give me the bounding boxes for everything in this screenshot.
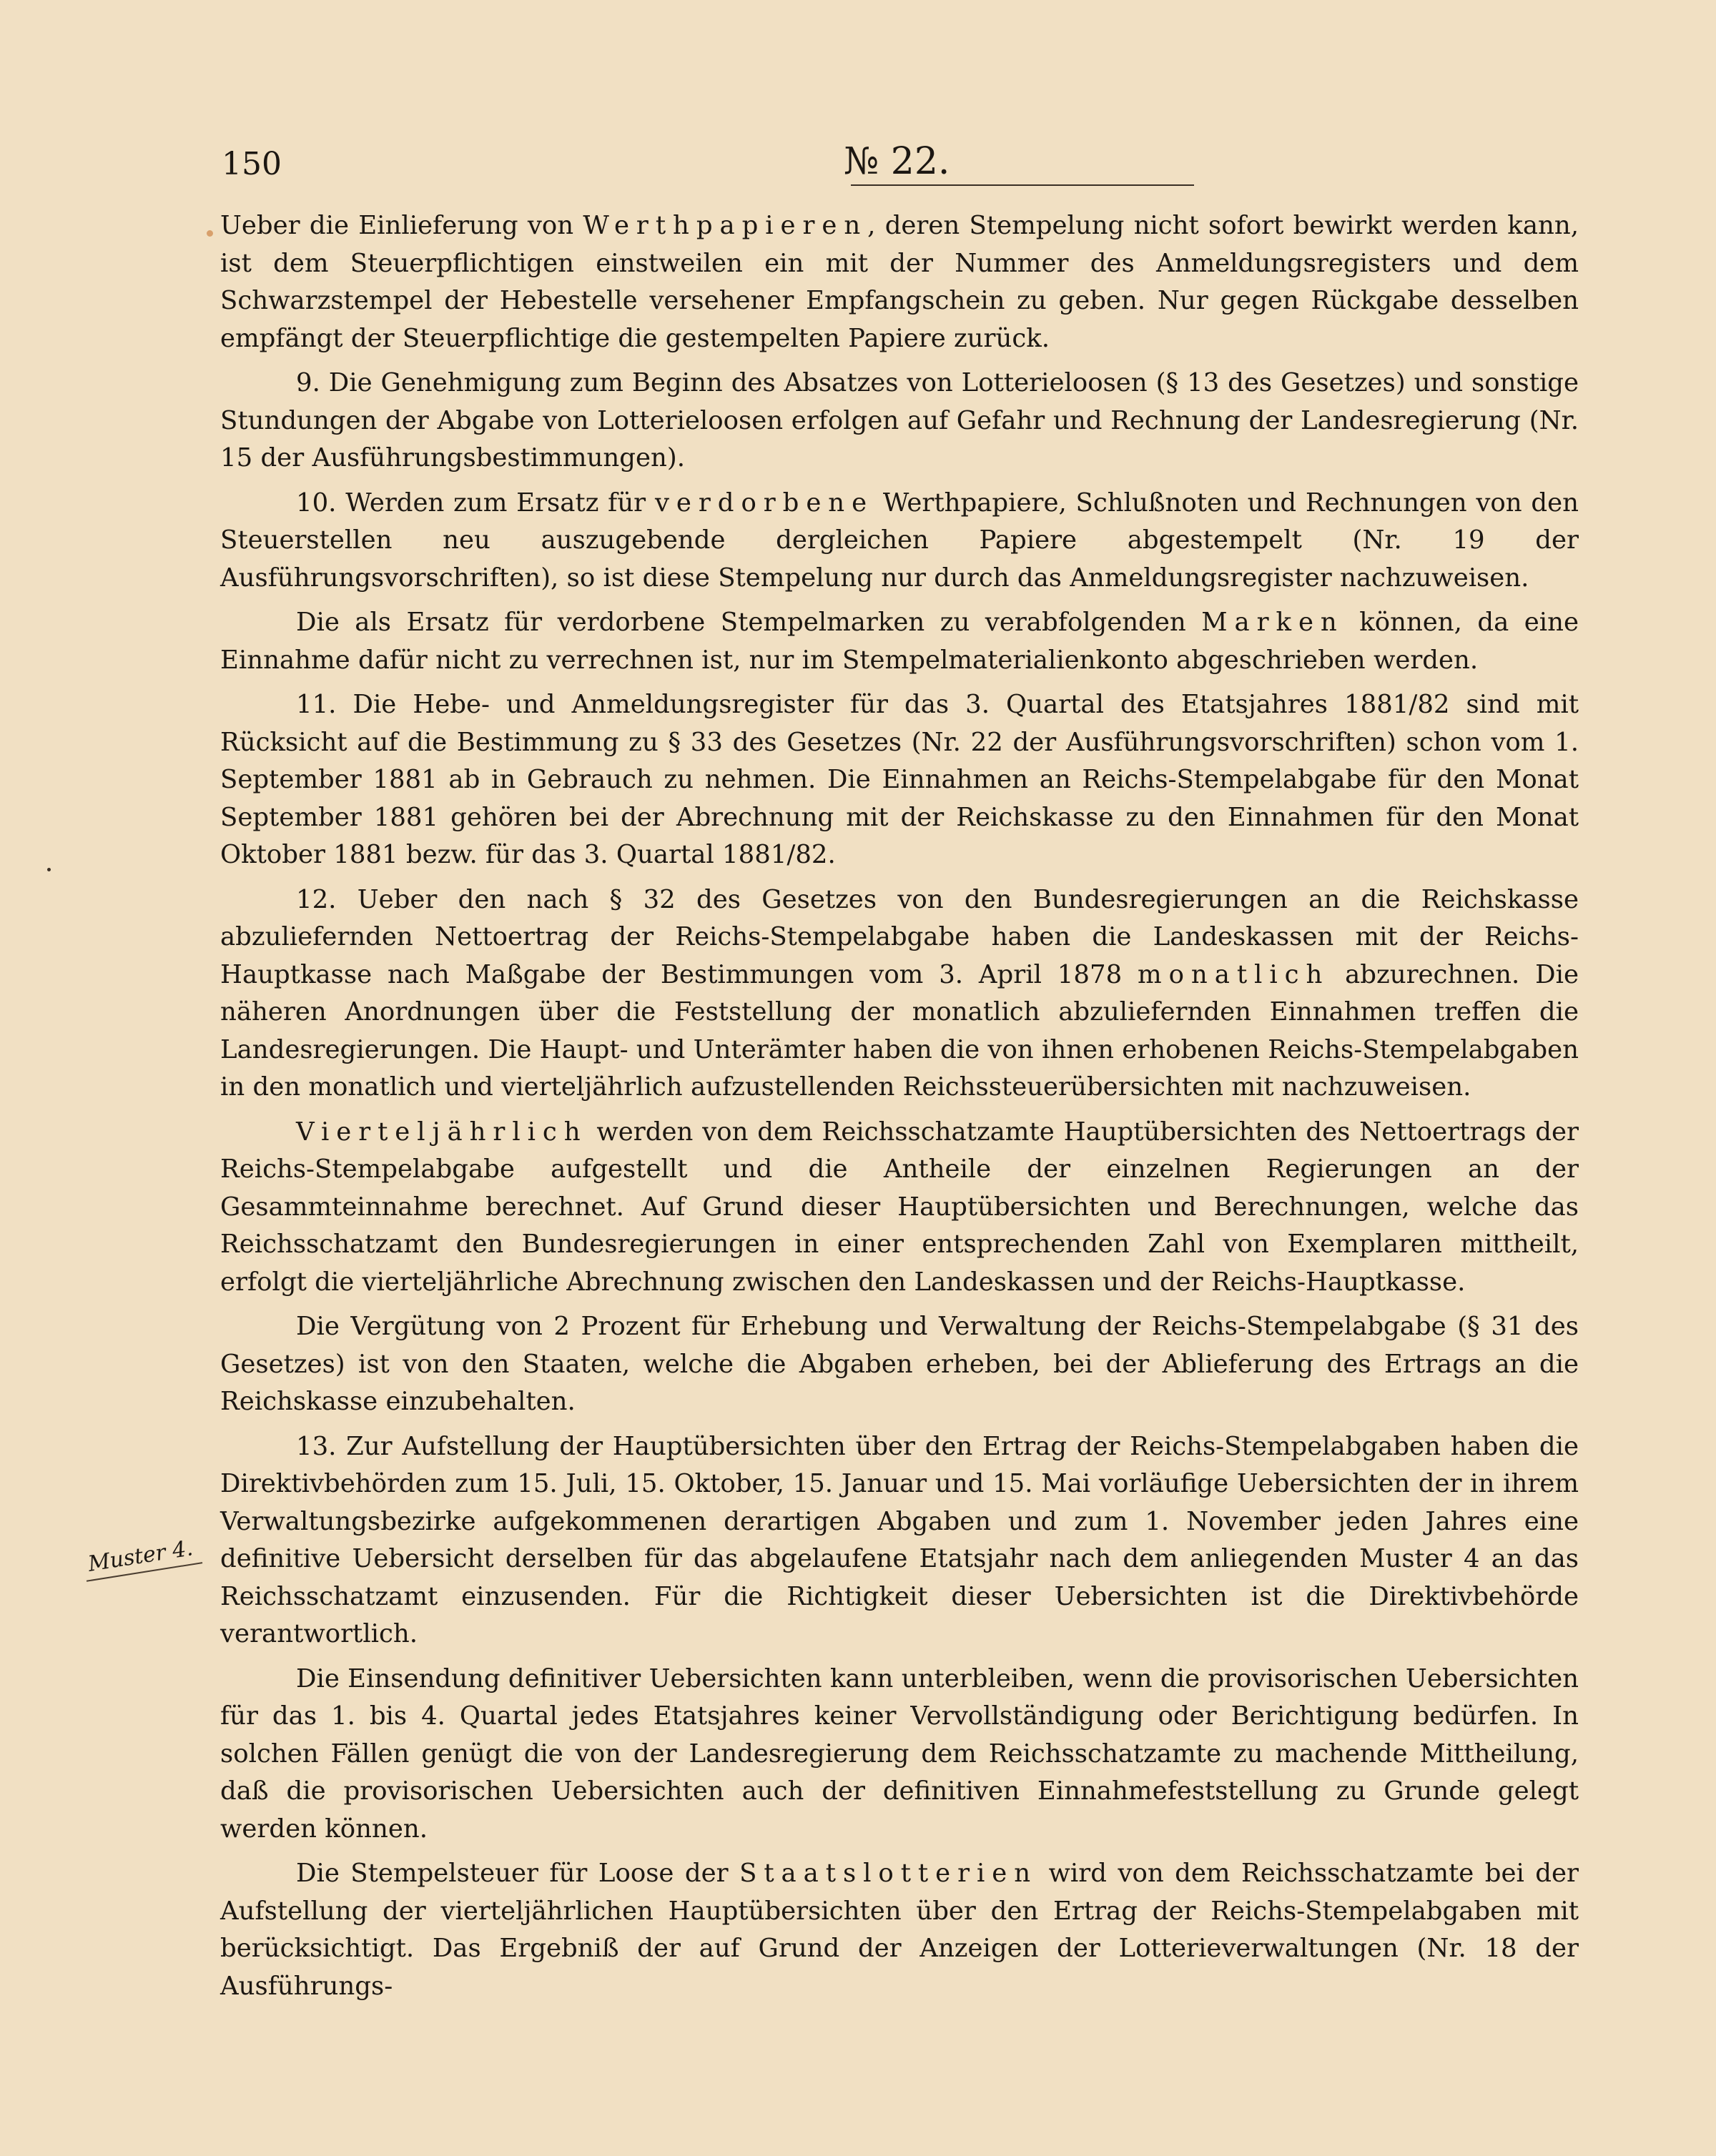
text-segment: Ueber die Einlieferung von xyxy=(220,211,583,240)
text-segment: Die Einsendung definitiver Uebersichten kann unterbleiben, wenn die provisorischen Uebersichten für das 1. bis 4. Quartal jedes Etatsjahres keiner Vervollständigung oder Berichtigung bedürfen. In solchen Fällen genügt die von der Landesregierung dem Reichsschatzamte zu machende Mittheilung, daß die provisorischen Uebersichten auch der definitiven Einnahmefeststellung zu Grunde gelegt werden können. xyxy=(220,1663,1579,1844)
paragraph xyxy=(220,1661,1579,1849)
text-segment: wird von dem Reichsschatzamte bei der Aufstellung der vierteljährlichen Hauptübersichten über den Ertrag der Reichs-Stempelabgaben mit berücksichtigt. Das Ergebniß der auf Grund der Anzeigen der Lotterieverwaltungen (Nr. 18 der Ausführungs- xyxy=(220,1859,1579,2001)
spaced-emphasis: Staatslotterien xyxy=(739,1859,1038,1888)
paragraph-section-12 xyxy=(220,881,1579,1107)
text-segment: können, da eine Einnahme dafür nicht zu verrechnen ist, nur im Stempelmaterialienkonto abgeschrieben werden. xyxy=(220,608,1579,675)
spaced-emphasis: Vierteljährlich xyxy=(296,1117,588,1147)
text-segment: Die als Ersatz für verdorbene Stempelmarken zu verabfolgenden xyxy=(296,608,1202,637)
ink-spot xyxy=(47,868,51,871)
text-segment: 11. Die Hebe- und Anmeldungsregister für das 3. Quartal des Etatsjahres 1881/82 sind mit Rücksicht auf die Bestimmung zu § 33 des Gesetzes (Nr. 22 der Ausführungsvorschriften) schon vom 1. September 1881 ab in Gebrauch zu nehmen. Die Einnahmen an Reichs-Stempelabgabe für den Monat September 1881 gehören bei der Abrechnung mit der Reichskasse zu den Einnahmen für den Monat Oktober 1881 bezw. für das 3. Quartal 1881/82. xyxy=(220,690,1579,869)
text-segment: 12. Ueber den nach § 32 des Gesetzes von den Bundesregierungen an die Reichskasse abzuliefernden Nettoertrag der Reichs-Stempelabgabe haben die Landeskassen mit der Reichs-Hauptkasse nach Maßgabe der Bestimmungen vom 3. April 1878 xyxy=(220,884,1579,989)
text-segment: Die Vergütung von 2 Prozent für Erhebung und Verwaltung der Reichs-Stempelabgabe (§ 31 des Gesetzes) ist von den Staaten, welche die Abgaben erheben, bei der Ablieferung des Ertrags an die Reichskasse einzubehalten. xyxy=(220,1312,1579,1416)
text-segment: abzurechnen. Die näheren Anordnungen über die Feststellung der monatlich abzuliefernden Einnahmen treffen die Landesregierungen. Die Haupt- und Unterämter haben die von ihnen erhobenen Reichs-Stempelabgaben in den monatlich und vierteljährlich aufzustellenden Reichssteuerübersichten mit nachzuweisen. xyxy=(220,959,1579,1102)
text-segment: , deren Stempelung nicht sofort bewirkt werden kann, ist dem Steuerpflichtigen einstweilen ein mit der Nummer des Anmeldungsregisters und dem Schwarzstempel der Hebestelle versehener Empfangschein zu geben. Nur gegen Rückgabe desselben empfängt der Steuerpflichtige die gestempelten Papiere zurück. xyxy=(220,211,1579,353)
issue-number: № 22. xyxy=(844,140,950,183)
page-number: 150 xyxy=(222,146,282,182)
paragraph xyxy=(220,604,1579,679)
text-segment: Werthpapiere, Schlußnoten und Rechnungen von den Steuerstellen neu auszugebende dergleichen Papiere abgestempelt (Nr. 19 der Ausführungsvorschriften), so ist diese Stempelung nur durch das Anmeldungsregister nachzuweisen. xyxy=(220,488,1579,593)
text-segment: werden von dem Reichsschatzamte Hauptübersichten des Nettoertrags der Reichs-Stempelabgabe aufgestellt und die Antheile der einzelnen Regierungen an der Gesammteinnahme berechnet. Auf Grund dieser Hauptübersichten und Berechnungen, welche das Reichsschatzamt den Bundesregierungen in einer entsprechenden Zahl von Exemplaren mittheilt, erfolgt die vierteljährliche Abrechnung zwischen den Landeskassen und der Reichs-Hauptkasse. xyxy=(220,1117,1579,1297)
spaced-emphasis: verdorbene xyxy=(654,488,874,518)
spaced-emphasis: Werthpapieren xyxy=(583,211,868,240)
page-header xyxy=(222,140,1580,197)
text-segment: 9. Die Genehmigung zum Beginn des Absatzes von Lotterieloosen (§ 13 des Gesetzes) und sonstige Stundungen der Abgabe von Lotterieloosen erfolgen auf Gefahr und Rechnung der Landesregierung (Nr. 15 der Ausführungsbestimmungen). xyxy=(220,368,1579,473)
text-segment: 13. Zur Aufstellung der Hauptübersichten über den Ertrag der Reichs-Stempelabgaben haben die Direktivbehörden zum 15. Juli, 15. Oktober, 15. Januar und 15. Mai vorläufige Uebersichten der in ihrem Verwaltungsbezirke aufgekommenen derartigen Abgaben und zum 1. November jeden Jahres eine definitive Uebersicht derselben für das abgelaufene Etatsjahr nach dem anliegenden Muster 4 an das Reichsschatzamt einzusenden. Für die Richtigkeit dieser Uebersichten ist die Direktivbehörde verantwortlich. xyxy=(220,1431,1579,1648)
paragraph xyxy=(220,207,1579,357)
ink-spot xyxy=(207,230,213,237)
margin-note: Muster 4. xyxy=(82,1535,202,1582)
paragraph-section-10 xyxy=(220,485,1579,598)
paragraph xyxy=(220,1114,1579,1302)
paragraph xyxy=(220,1308,1579,1421)
text-segment: 10. Werden zum Ersatz für xyxy=(296,488,655,518)
text-segment: Die Stempelsteuer für Loose der xyxy=(296,1859,740,1888)
header-underline xyxy=(851,184,1194,186)
paragraph xyxy=(220,1855,1579,2005)
body-text xyxy=(220,207,1579,2012)
spaced-emphasis: Marken xyxy=(1201,608,1344,637)
paragraph-section-11 xyxy=(220,686,1579,874)
spaced-emphasis: monatlich xyxy=(1138,959,1330,989)
paragraph-section-9 xyxy=(220,365,1579,478)
paragraph-section-13 xyxy=(220,1428,1579,1653)
